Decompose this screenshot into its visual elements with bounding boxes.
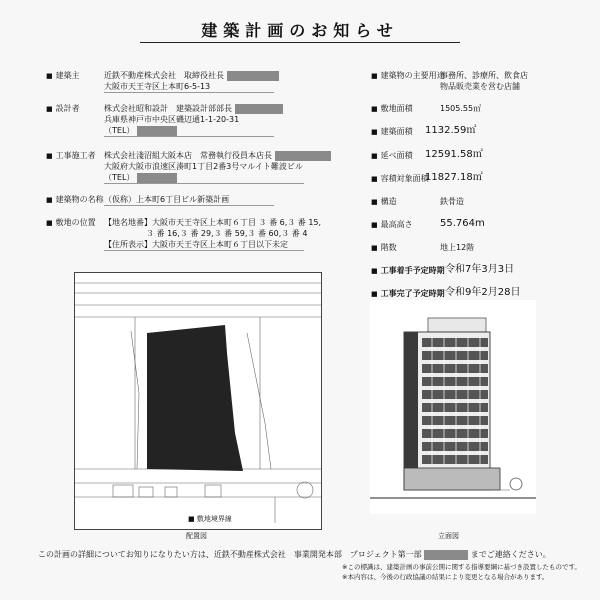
site-address: 【住所表示】大阪市天王寺区上本町６丁目以下未定 (104, 240, 288, 249)
label-site-location: ■ 敷地の位置 (46, 217, 96, 229)
label-building-area: ■ 建築面積 (371, 126, 413, 138)
building-name: （仮称）上本町6丁目ビル新築計画 (104, 195, 230, 204)
site-plan-drawing (74, 272, 322, 530)
underline (104, 136, 274, 137)
underline (104, 205, 274, 206)
contractor-name: 株式会社淺沼組大阪本店 常務執行役員本店長 (104, 150, 331, 161)
main-use-line1: 事務所、診療所、飲食店 (440, 71, 528, 80)
label-construction-end: ■ 工事完了予定時期 (371, 288, 445, 300)
elevation-caption: 立面図 (438, 532, 459, 540)
building-footprint (147, 325, 243, 471)
contractor-tel: （TEL） (104, 172, 177, 183)
label-floors: ■ 階数 (371, 242, 397, 254)
underline (104, 92, 274, 93)
contact-info: この計画の詳細についてお知りになりたい方は、近鉄不動産株式会社 事業開発本部 プロジェクト第一部 までご連絡ください。 (38, 550, 551, 559)
notice-title: 建築計画のお知らせ (201, 21, 399, 40)
label-far-area: ■ 容積対象面積 (371, 173, 429, 185)
label-owner: ■ 建築主 (46, 70, 80, 82)
construction-start-value: 令和7年3月3日 (445, 264, 515, 275)
footnote-2: ※本内容は、今後の行政協議の結果により変更となる場合があります。 (342, 573, 549, 581)
plan-caption: 配置図 (186, 532, 207, 540)
building-area-value: 1132.59㎡ (425, 125, 477, 136)
owner-address: 大阪市天王寺区上本町6-5-13 (104, 82, 211, 91)
designer-address: 兵庫県神戸市中央区磯辺通1-1-20-31 (104, 115, 240, 124)
title-underline (140, 42, 460, 43)
plan-legend: ■ 敷地境界線 (188, 515, 232, 523)
contractor-address: 大阪府大阪市浪速区湊町1丁目2番3号マルイト難波ビル (104, 162, 303, 171)
label-construction-start: ■ 工事着手予定時期 (371, 265, 445, 277)
far-area-value: 11827.18㎡ (425, 172, 483, 183)
construction-end-value: 令和9年2月28日 (445, 287, 521, 298)
label-max-height: ■ 最高高さ (371, 219, 413, 231)
underline (104, 183, 304, 184)
label-site-area: ■ 敷地面積 (371, 103, 413, 115)
structure-value: 鉄骨造 (440, 197, 464, 206)
site-lot-number: 【地名地番】大阪市天王寺区上本町６丁目 ３ 番 6,３ 番 15, (104, 218, 322, 227)
total-floor-area-value: 12591.58㎡ (425, 149, 483, 160)
site-lot-number-cont: ３ 番 16,３ 番 29,３ 番 59,３ 番 60,３ 番 4 (146, 229, 308, 238)
designer-name: 株式会社昭和設計 建築設計部部長 (104, 103, 283, 114)
footnote-1: ※この標識は、建築計画の事前公開に関する指導要綱に基づき設置したものです。 (342, 563, 581, 571)
floors-value: 地上12階 (440, 243, 475, 252)
site-plan-svg (75, 273, 321, 529)
label-total-floor-area: ■ 延べ面積 (371, 150, 413, 162)
label-structure: ■ 構造 (371, 196, 397, 208)
label-main-use: ■ 建築物の主要用途 (371, 70, 445, 82)
label-contractor: ■ 工事施工者 (46, 150, 96, 162)
designer-tel: （TEL） (104, 125, 177, 136)
site-area-value: 1505.55㎡ (440, 104, 482, 113)
elevation-svg (370, 300, 536, 514)
elevation-drawing (370, 300, 536, 514)
underline (104, 250, 304, 251)
max-height-value: 55.764m (440, 218, 485, 229)
owner-name: 近鉄不動産株式会社 取締役社長 (104, 70, 279, 81)
label-designer: ■ 設計者 (46, 103, 80, 115)
main-use-line2: 物品販売業を営む店舗 (440, 82, 520, 91)
label-building-name: ■ 建築物の名称 (46, 194, 104, 206)
